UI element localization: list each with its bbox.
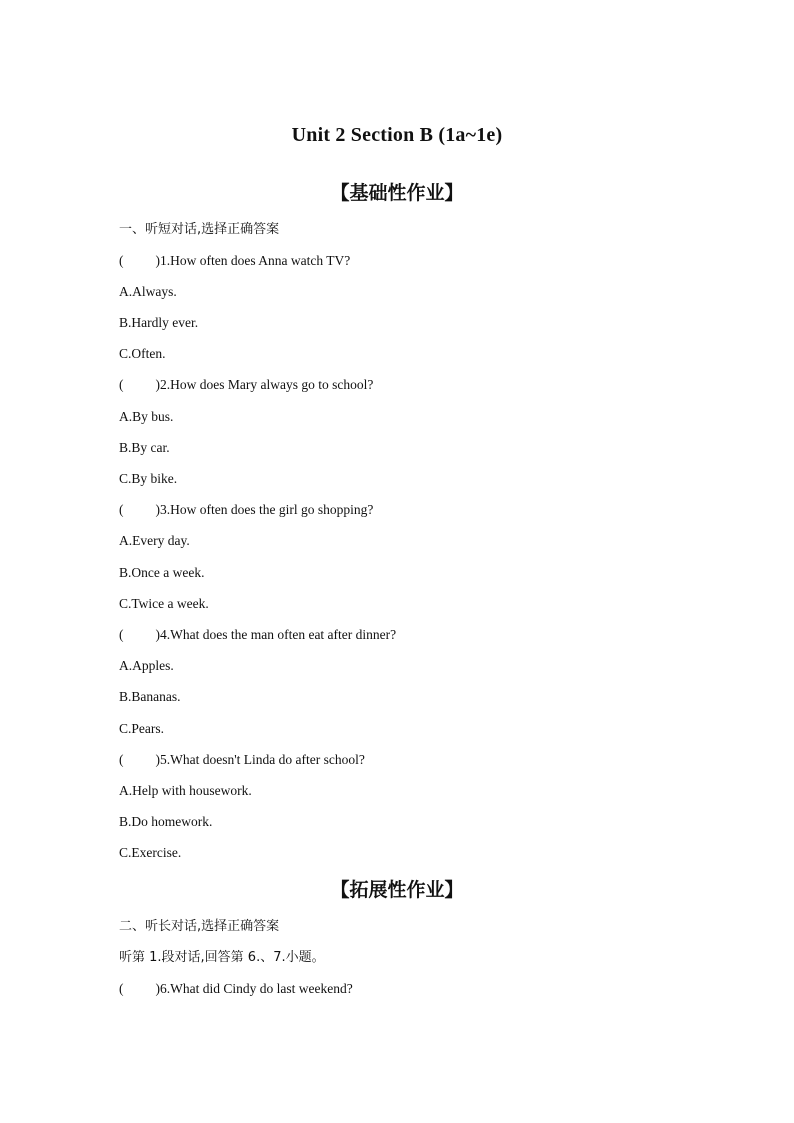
question-5 bbox=[119, 751, 365, 769]
question-stem: )2.How does Mary always go to school? bbox=[155, 377, 374, 392]
option-2c: C.By bike. bbox=[119, 471, 178, 486]
dialogue-instruction: 听第 1.段对话,回答第 6.、7.小题。 bbox=[119, 950, 325, 965]
option-3a: A.Every day. bbox=[119, 533, 190, 548]
part-label-1: 一、听短对话,选择正确答案 bbox=[119, 222, 280, 237]
question-6 bbox=[119, 980, 353, 998]
option-1a: A.Always. bbox=[119, 284, 177, 299]
answer-bracket-open: ( bbox=[119, 752, 124, 767]
answer-bracket-open: ( bbox=[119, 253, 124, 268]
option-2a: A.By bus. bbox=[119, 409, 174, 424]
answer-bracket-open: ( bbox=[119, 502, 124, 517]
option-4b: B.Bananas. bbox=[119, 689, 181, 704]
answer-bracket-open: ( bbox=[119, 981, 124, 996]
question-1 bbox=[119, 252, 350, 270]
question-stem: )5.What doesn't Linda do after school? bbox=[155, 752, 365, 767]
question-stem: )1.How often does Anna watch TV? bbox=[155, 253, 351, 268]
option-5b: B.Do homework. bbox=[119, 814, 213, 829]
question-2 bbox=[119, 376, 373, 394]
question-4 bbox=[119, 626, 396, 644]
part-label-2: 二、听长对话,选择正确答案 bbox=[119, 919, 280, 934]
option-1b: B.Hardly ever. bbox=[119, 315, 199, 330]
option-1c: C.Often. bbox=[119, 346, 166, 361]
option-5c: C.Exercise. bbox=[119, 845, 182, 860]
page-title: Unit 2 Section B (1a~1e) bbox=[291, 124, 503, 146]
option-4a: A.Apples. bbox=[119, 658, 174, 673]
option-2b: B.By car. bbox=[119, 440, 170, 455]
question-stem: )6.What did Cindy do last weekend? bbox=[155, 981, 353, 996]
option-5a: A.Help with housework. bbox=[119, 783, 252, 798]
answer-bracket-open: ( bbox=[119, 377, 124, 392]
option-3b: B.Once a week. bbox=[119, 565, 205, 580]
question-stem: )4.What does the man often eat after dinner? bbox=[155, 627, 397, 642]
question-3 bbox=[119, 501, 373, 519]
question-stem: )3.How often does the girl go shopping? bbox=[155, 502, 374, 517]
section-heading-extended: 【拓展性作业】 bbox=[330, 879, 464, 901]
section-heading-basic: 【基础性作业】 bbox=[330, 182, 464, 204]
option-4c: C.Pears. bbox=[119, 721, 164, 736]
option-3c: C.Twice a week. bbox=[119, 596, 209, 611]
answer-bracket-open: ( bbox=[119, 627, 124, 642]
